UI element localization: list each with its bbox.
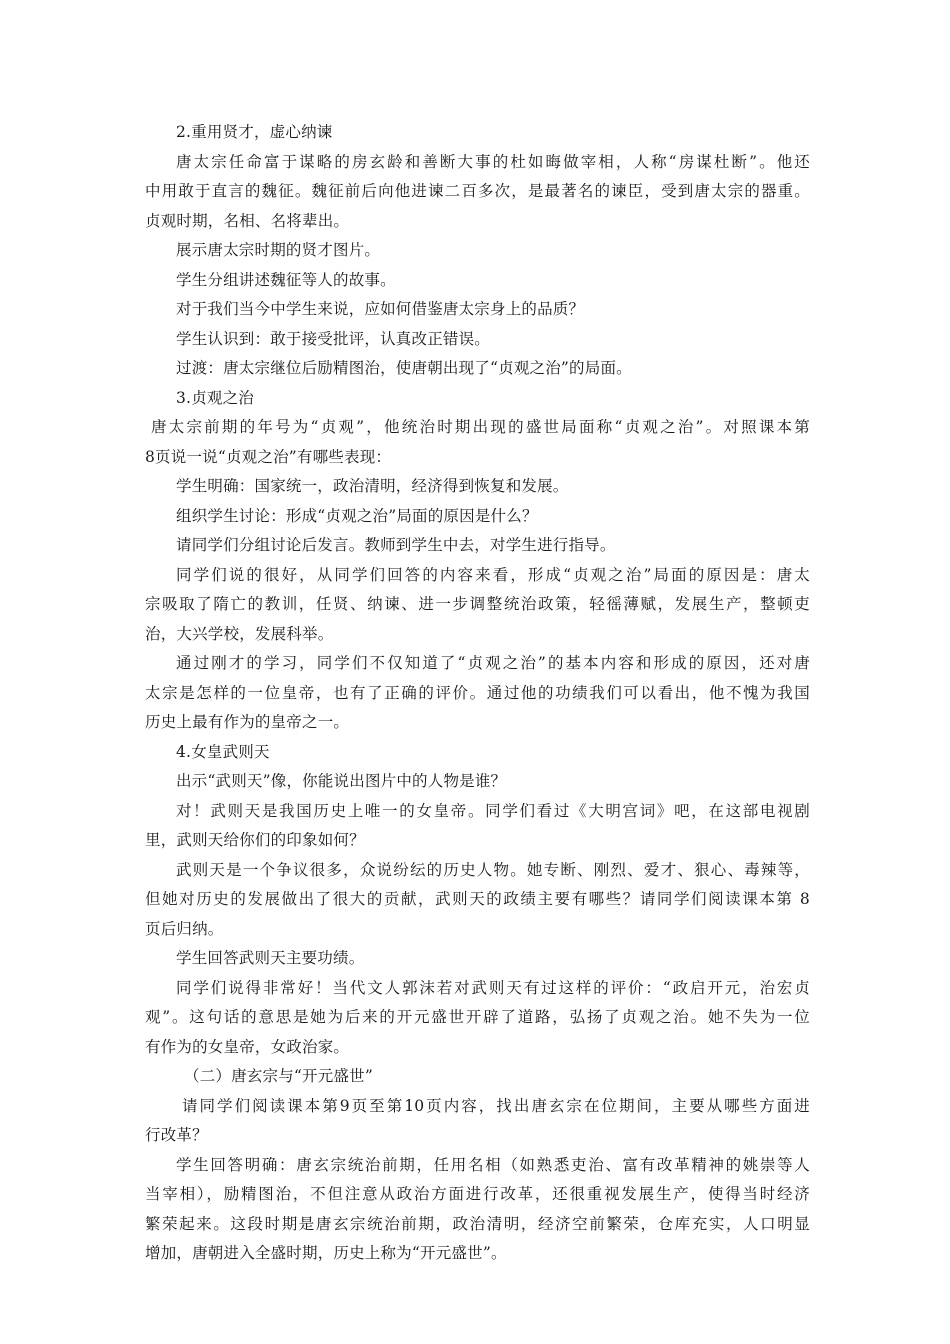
paragraph-line: 组织学生讨论：形成“贞观之治”局面的原因是什么？: [176, 506, 538, 525]
paragraph-line: 8页说一说“贞观之治”有哪些表现：: [145, 447, 392, 466]
paragraph-line: 武则天是一个争议很多，众说纷纭的历史人物。她专断、刚烈、爱才、狠心、毒辣等，: [176, 860, 810, 879]
paragraph-line: 页后归纳。: [145, 919, 224, 938]
paragraph-line: 同学们说的很好，从同学们回答的内容来看，形成“贞观之治”局面的原因是：唐太: [176, 565, 810, 584]
paragraph-line: 请同学们阅读课本第9页至第10页内容，找出唐玄宗在位期间，主要从哪些方面进: [182, 1096, 810, 1115]
paragraph-line: 有作为的女皇帝，女政治家。: [145, 1037, 350, 1056]
paragraph-line: 历史上最有作为的皇帝之一。: [145, 713, 350, 731]
section-heading: 2.重用贤才，虚心纳谏: [176, 123, 333, 141]
paragraph-line: 中用敢于直言的魏征。魏征前后向他进谏二百多次，是最著名的谏臣，受到唐太宗的器重。: [145, 182, 810, 200]
paragraph-line: 贞观时期，名相、名将辈出。: [145, 211, 350, 230]
paragraph-line: 唐太宗任命富于谋略的房玄龄和善断大事的杜如晦做宰相，人称“房谋杜断”。他还: [176, 152, 810, 171]
paragraph-line: 宗吸取了隋亡的教训，任贤、纳谏、进一步调整统治政策，轻徭薄赋，发展生产，整顿吏: [145, 595, 810, 613]
paragraph-line: 对于我们当今中学生来说，应如何借鉴唐太宗身上的品质？: [176, 300, 585, 318]
paragraph-line: 太宗是怎样的一位皇帝，也有了正确的评价。通过他的功绩我们可以看出，他不愧为我国: [145, 683, 810, 702]
paragraph-line: 出示“武则天”像，你能说出图片中的人物是谁？: [176, 772, 507, 790]
paragraph-line: 增加，唐朝进入全盛时期，历史上称为“开元盛世”。: [145, 1244, 507, 1262]
paragraph-line: 通过刚才的学习，同学们不仅知道了“贞观之治”的基本内容和形成的原因，还对唐: [176, 654, 810, 672]
paragraph-line: 观”。这句话的意思是她为后来的开元盛世开辟了道路，弘扬了贞观之治。她不失为一位: [145, 1008, 810, 1026]
section-heading: 4.女皇武则天: [176, 742, 270, 761]
paragraph-line: 但她对历史的发展做出了很大的贡献，武则天的政绩主要有哪些？请同学们阅读课本第 8: [145, 890, 810, 908]
document-page: [145, 118, 810, 1269]
paragraph-line: 学生分组讲述魏征等人的故事。: [176, 270, 396, 289]
section-heading: 3.贞观之治: [176, 388, 254, 407]
paragraph-line: 学生回答武则天主要功绩。: [176, 949, 365, 967]
paragraph-line: 学生认识到：敢于接受批评，认真改正错误。: [176, 329, 491, 348]
paragraph-line: 学生明确：国家统一，政治清明，经济得到恢复和发展。: [176, 477, 569, 495]
paragraph-line: 当宰相），励精图治，不但注意从政治方面进行改革，还很重视发展生产，使得当时经济: [145, 1185, 810, 1203]
paragraph-line: 对！武则天是我国历史上唯一的女皇帝。同学们看过《大明宫词》吧，在这部电视剧: [176, 801, 810, 820]
paragraph-line: 里，武则天给你们的印象如何？: [145, 831, 365, 849]
paragraph-line: 展示唐太宗时期的贤才图片。: [176, 241, 381, 259]
paragraph-line: 过渡：唐太宗继位后励精图治，使唐朝出现了“贞观之治”的局面。: [176, 359, 632, 377]
paragraph-line: 唐太宗前期的年号为“贞观”，他统治时期出现的盛世局面称“贞观之治”。对照课本第: [151, 418, 810, 436]
paragraph-line: 同学们说得非常好！当代文人郭沫若对武则天有过这样的评价：“政启开元，治宏贞: [176, 978, 810, 997]
paragraph-line: 治，大兴学校，发展科举。: [145, 624, 334, 643]
paragraph-line: 行改革？: [145, 1126, 208, 1144]
paragraph-line: 请同学们分组讨论后发言。教师到学生中去，对学生进行指导。: [176, 536, 616, 554]
paragraph-line: 学生回答明确：唐玄宗统治前期，任用名相（如熟悉吏治、富有改革精神的姚崇等人: [176, 1155, 810, 1174]
section-heading: （二）唐玄宗与“开元盛世”: [184, 1067, 373, 1085]
paragraph-line: 繁荣起来。这段时期是唐玄宗统治前期，政治清明，经济空前繁荣，仓库充实，人口明显: [145, 1214, 810, 1233]
